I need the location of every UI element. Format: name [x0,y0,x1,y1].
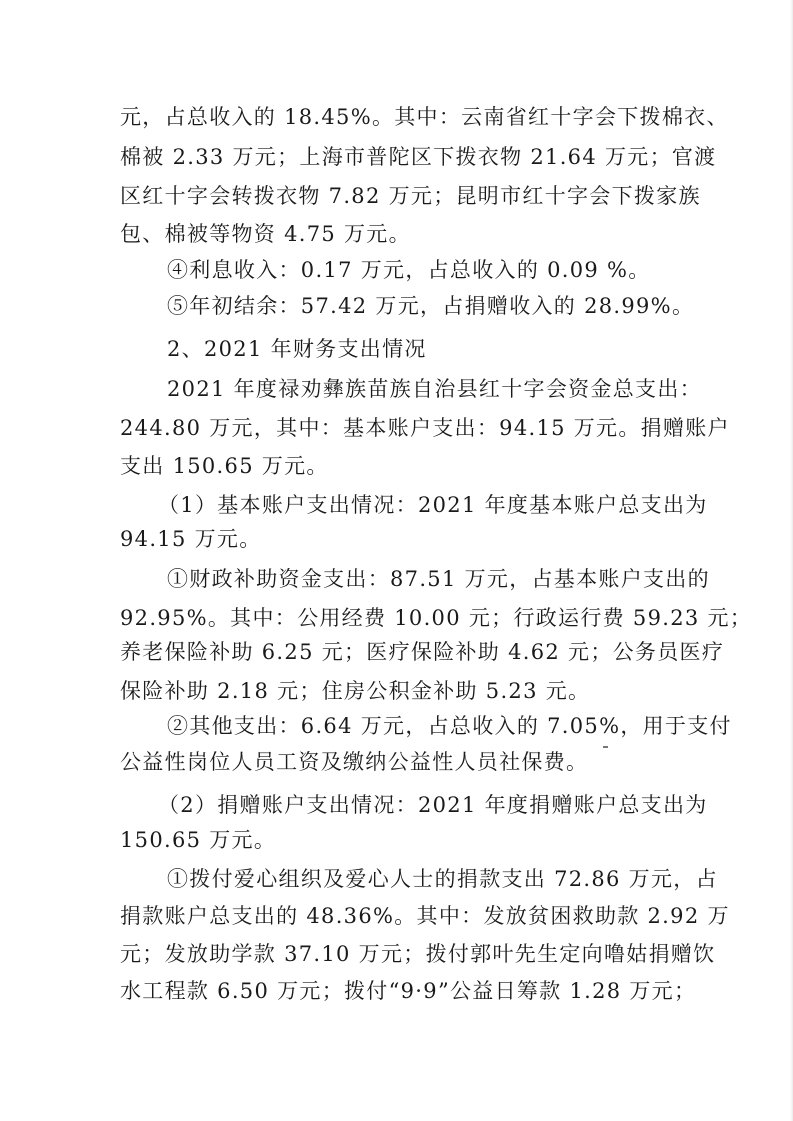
paragraph-income-line-1: 元，占总收入的 18.45%。其中：云南省红十字会下拨棉衣、 [120,105,729,129]
other-expenditure-line-1: ②其他支出：6.64 万元，占总收入的 7.05%，用于支付 [167,714,732,738]
donation-payout-line-1: ①拨付爱心组织及爱心人士的捐款支出 72.86 万元，占 [167,867,718,891]
fiscal-subsidy-line-1: ①财政补助资金支出：87.51 万元，占基本账户支出的 [167,567,710,591]
paragraph-income-line-2: 棉被 2.33 万元；上海市普陀区下拨衣物 21.64 万元；官渡 [120,145,717,169]
paragraph-total-expenditure-line-1: 2021 年度禄劝彝族苗族自治县红十字会资金总支出： [167,377,702,401]
interest-income-line: ④利息收入：0.17 万元，占总收入的 0.09 %。 [167,258,651,282]
donation-payout-line-2: 捐款账户总支出的 48.36%。其中：发放贫困救助款 2.92 万 [120,904,730,928]
donation-payout-line-3: 元；发放助学款 37.10 万元；拨付郭叶先生定向噜姑捐赠饮 [120,942,716,966]
fiscal-subsidy-line-3: 养老保险补助 6.25 元；医疗保险补助 4.62 元；公务员医疗 [120,640,725,664]
basic-account-heading-line-1: （1）基本账户支出情况：2021 年度基本账户总支出为 [158,493,708,517]
donation-account-heading-line-1: （2）捐赠账户支出情况：2021 年度捐赠账户总支出为 [158,793,708,817]
basic-account-heading-line-2: 94.15 万元。 [120,527,262,551]
scan-speck [603,746,608,748]
section-heading-expenditure: 2、2021 年财务支出情况 [167,337,427,361]
fiscal-subsidy-line-2: 92.95%。其中：公用经费 10.00 元；行政运行费 59.23 元； [120,606,753,630]
fiscal-subsidy-line-4: 保险补助 2.18 元；住房公积金补助 5.23 元。 [120,679,591,703]
donation-account-heading-line-2: 150.65 万元。 [120,828,277,852]
opening-balance-line: ⑤年初结余：57.42 万元，占捐赠收入的 28.99%。 [167,294,695,318]
paragraph-total-expenditure-line-3: 支出 150.65 万元。 [120,454,329,478]
paragraph-income-line-4: 包、棉被等物资 4.75 万元。 [120,222,411,246]
donation-payout-line-4: 水工程款 6.50 万元；拨付“9·9”公益日筹款 1.28 万元； [120,979,697,1003]
other-expenditure-line-2: 公益性岗位人员工资及缴纳公益性人员社保费。 [120,750,589,774]
paragraph-income-line-3: 区红十字会转拨衣物 7.82 万元；昆明市红十字会下拨家族 [120,184,701,208]
paragraph-total-expenditure-line-2: 244.80 万元，其中：基本账户支出：94.15 万元。捐赠账户 [120,416,730,440]
